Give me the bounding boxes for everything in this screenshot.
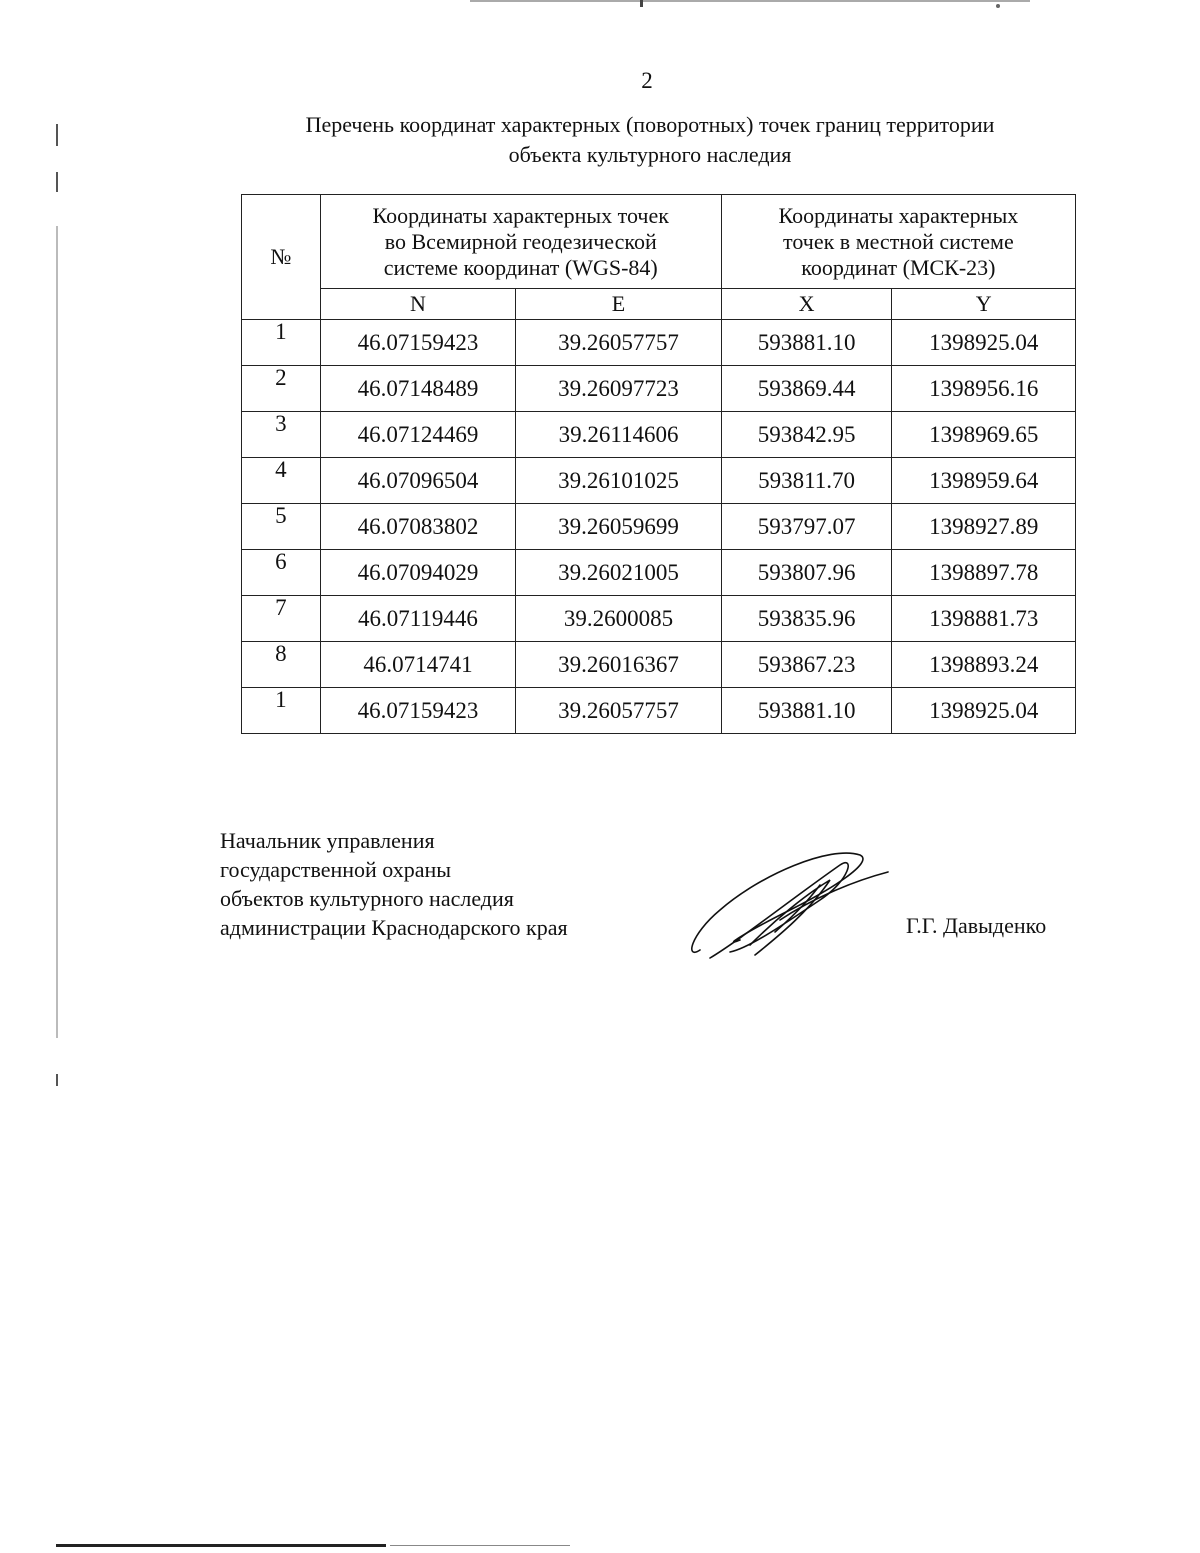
table-row [242,642,1076,688]
table-row [242,412,1076,458]
wgs84-n-value: 46.07159423 [320,688,516,734]
wgs84-e-value: 39.2600085 [516,596,722,642]
header-x: X [721,289,892,320]
msk23-x-value: 593881.10 [721,688,892,734]
document-title-line: объекта культурного наследия [508,142,792,167]
msk23-x-value: 593867.23 [721,642,892,688]
signatory-position-line: администрации Краснодарского края [220,915,568,940]
msk23-y-value: 1398893.24 [892,642,1076,688]
wgs84-e-value: 39.26021005 [516,550,722,596]
table-row [242,550,1076,596]
wgs84-n-value: 46.07159423 [320,320,516,366]
page-footer-rule [390,1545,570,1546]
table-row [242,504,1076,550]
signatory-position-line: Начальник управления [220,828,435,853]
margin-mark [56,226,58,1038]
point-number: 7 [242,596,321,642]
msk23-x-value: 593807.96 [721,550,892,596]
table-row [242,688,1076,734]
point-number: 3 [242,412,321,458]
msk23-x-value: 593842.95 [721,412,892,458]
margin-mark [56,1074,58,1086]
wgs84-n-value: 46.07124469 [320,412,516,458]
wgs84-n-value: 46.07094029 [320,550,516,596]
page-number: 2 [641,68,653,93]
msk23-x-value: 593869.44 [721,366,892,412]
msk23-y-value: 1398897.78 [892,550,1076,596]
point-number: 2 [242,366,321,412]
document-title [200,110,1100,170]
point-number: 6 [242,550,321,596]
msk23-x-value: 593811.70 [721,458,892,504]
wgs84-n-value: 46.0714741 [320,642,516,688]
header-msk23-line: точек в местной системе [783,228,1014,254]
msk23-y-value: 1398927.89 [892,504,1076,550]
wgs84-e-value: 39.26114606 [516,412,722,458]
signatory-position-line: государственной охраны [220,857,452,882]
signatory-name: Г.Г. Давыденко [906,913,1047,938]
header-e: E [516,289,722,320]
wgs84-n-value: 46.07096504 [320,458,516,504]
wgs84-e-value: 39.26097723 [516,366,722,412]
signatory-position [220,826,568,942]
table-row [242,320,1076,366]
scan-artifact-top [0,0,1200,18]
margin-mark [56,172,58,192]
msk23-y-value: 1398959.64 [892,458,1076,504]
msk23-y-value: 1398956.16 [892,366,1076,412]
point-number: 5 [242,504,321,550]
wgs84-e-value: 39.26057757 [516,320,722,366]
point-number: 1 [242,320,321,366]
msk23-x-value: 593797.07 [721,504,892,550]
handwritten-signature [680,840,900,970]
wgs84-n-value: 46.07119446 [320,596,516,642]
msk23-y-value: 1398969.65 [892,412,1076,458]
wgs84-n-value: 46.07148489 [320,366,516,412]
header-wgs84-line: системе координат (WGS-84) [383,254,658,280]
point-number: 8 [242,642,321,688]
table-row [242,366,1076,412]
page-footer-rule [56,1544,386,1547]
header-wgs84-group [320,195,721,289]
header-y: Y [892,289,1076,320]
header-msk23-line: координат (МСК-23) [801,254,996,280]
msk23-x-value: 593881.10 [721,320,892,366]
msk23-x-value: 593835.96 [721,596,892,642]
header-n: N [320,289,516,320]
header-wgs84-line: Координаты характерных точек [372,202,669,228]
header-msk23-line: Координаты характерных [778,202,1019,228]
wgs84-e-value: 39.26016367 [516,642,722,688]
document-title-line: Перечень координат характерных (поворотных) точек границ территории [305,112,995,137]
msk23-y-value: 1398881.73 [892,596,1076,642]
signatory-position-line: объектов культурного наследия [220,886,514,911]
header-msk23-group [721,195,1075,289]
header-number: № [242,195,321,320]
wgs84-e-value: 39.26057757 [516,688,722,734]
msk23-y-value: 1398925.04 [892,688,1076,734]
wgs84-e-value: 39.26059699 [516,504,722,550]
wgs84-e-value: 39.26101025 [516,458,722,504]
msk23-y-value: 1398925.04 [892,320,1076,366]
header-wgs84-line: во Всемирной геодезической [384,228,657,254]
point-number: 4 [242,458,321,504]
wgs84-n-value: 46.07083802 [320,504,516,550]
margin-mark [56,124,58,146]
table-row [242,458,1076,504]
table-row [242,596,1076,642]
point-number: 1 [242,688,321,734]
coordinates-table [241,194,1076,734]
